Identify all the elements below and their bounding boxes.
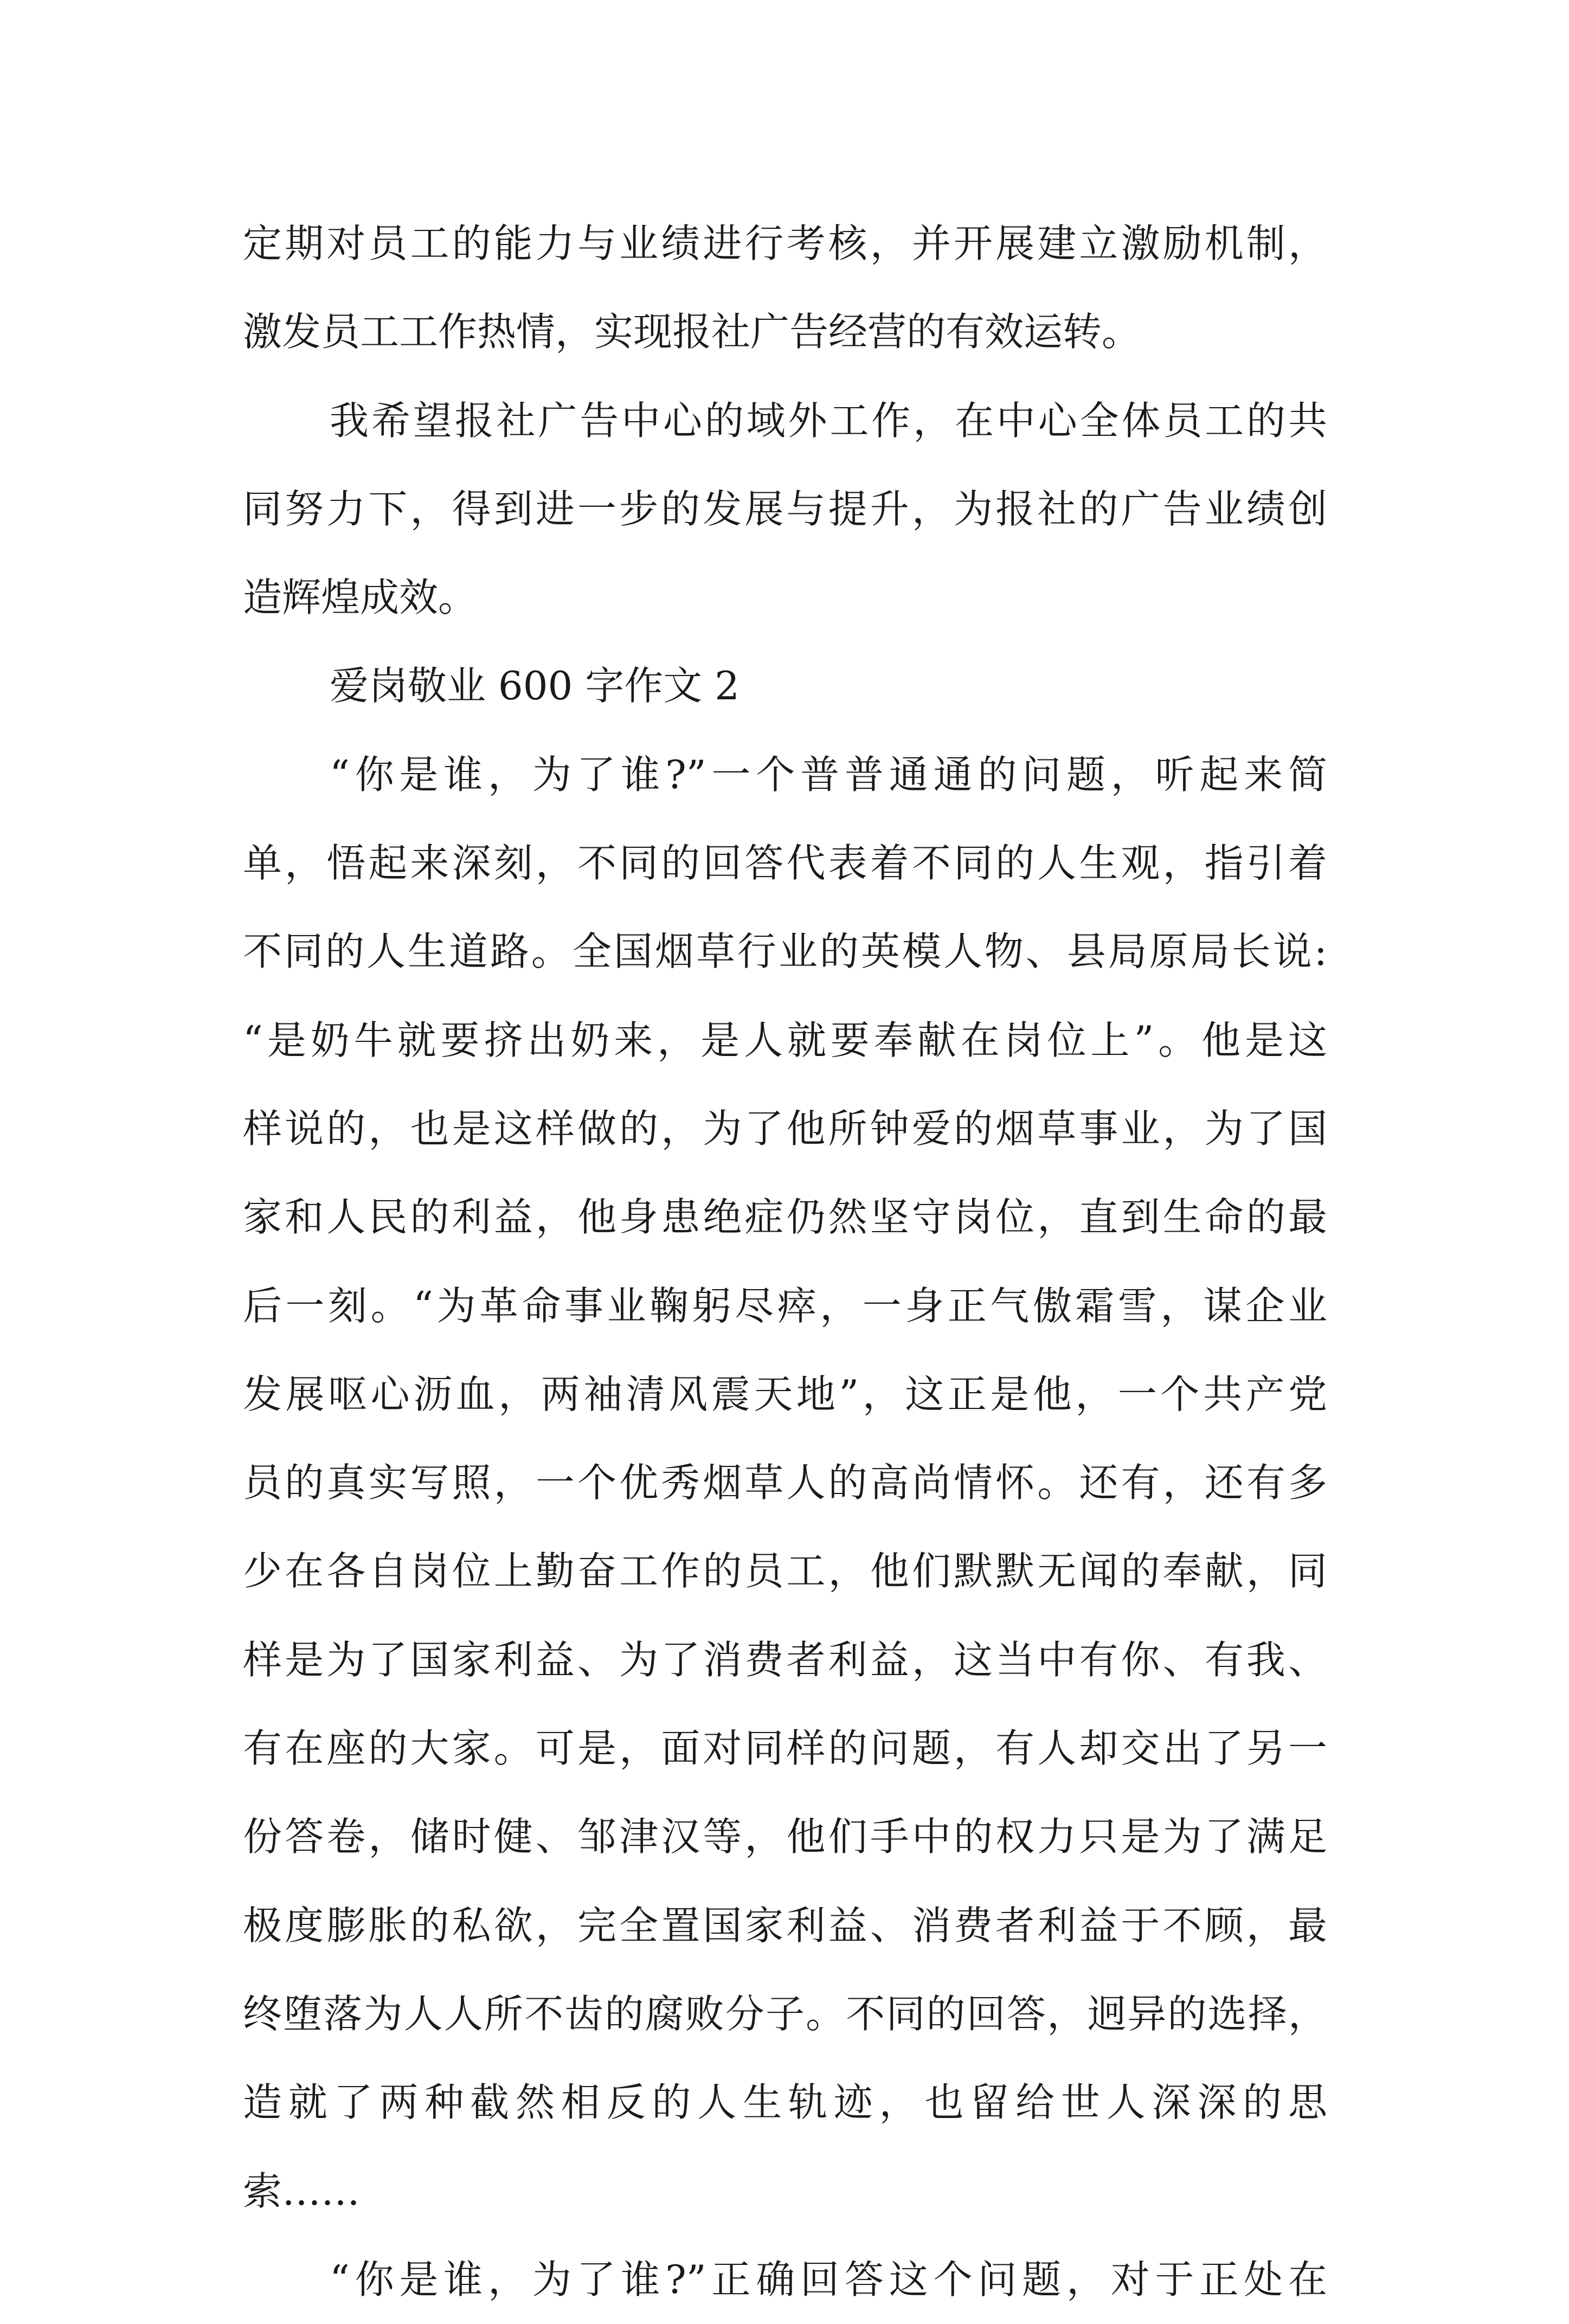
paragraph-line: 有在座的大家。可是，面对同样的问题，有人却交出了另一 bbox=[243, 1726, 1327, 1772]
paragraph-line: 样说的，也是这样做的，为了他所钟爱的烟草事业，为了国 bbox=[243, 1105, 1327, 1151]
paragraph-line: 份答卷，储时健、邹津汉等，他们手中的权力只是为了满足 bbox=[243, 1814, 1327, 1860]
paragraph-line: 定期对员工的能力与业绩进行考核，并开展建立激励机制， bbox=[243, 221, 1327, 266]
paragraph-line: 员的真实写照，一个优秀烟草人的高尚情怀。还有，还有多 bbox=[243, 1460, 1327, 1506]
document-body bbox=[243, 199, 1327, 2324]
paragraph-line: 造辉煌成效。 bbox=[243, 575, 478, 621]
paragraph-line: 少在各自岗位上勤奋工作的员工，他们默默无闻的奉献，同 bbox=[243, 1548, 1327, 1594]
paragraph-line: 极度膨胀的私欲，完全置国家利益、消费者利益于不顾，最 bbox=[243, 1902, 1327, 1948]
paragraph-line: “你是谁，为了谁?”正确回答这个问题，对于正处在 bbox=[330, 2256, 1327, 2302]
paragraph-line: 发展呕心沥血，两袖清风震天地”，这正是他，一个共产党 bbox=[243, 1371, 1327, 1417]
paragraph-line: 终堕落为人人所不齿的腐败分子。不同的回答，迥异的选择， bbox=[243, 1991, 1327, 2037]
paragraph-line: 索…… bbox=[243, 2168, 361, 2214]
paragraph-line: 我希望报社广告中心的域外工作，在中心全体员工的共 bbox=[330, 397, 1327, 443]
paragraph-line: 后一刻。“为革命事业鞠躬尽瘁，一身正气傲霜雪，谋企业 bbox=[243, 1283, 1327, 1329]
paragraph-line: 不同的人生道路。全国烟草行业的英模人物、县局原局长说: bbox=[243, 929, 1327, 975]
paragraph-line: 单，悟起来深刻，不同的回答代表着不同的人生观，指引着 bbox=[243, 840, 1327, 886]
paragraph-line: 样是为了国家利益、为了消费者利益，这当中有你、有我、 bbox=[243, 1637, 1327, 1683]
paragraph-line: 家和人民的利益，他身患绝症仍然坚守岗位，直到生命的最 bbox=[243, 1194, 1327, 1240]
paragraph-line: “你是谁，为了谁?”一个普普通通的问题，听起来简 bbox=[330, 751, 1327, 797]
section-heading: 爱岗敬业 600 字作文 2 bbox=[330, 663, 740, 709]
paragraph-line: 激发员工工作热情，实现报社广告经营的有效运转。 bbox=[243, 309, 1141, 355]
paragraph-line: “是奶牛就要挤出奶来，是人就要奉献在岗位上”。他是这 bbox=[243, 1017, 1327, 1063]
paragraph-line: 同努力下，得到进一步的发展与提升，为报社的广告业绩创 bbox=[243, 486, 1327, 532]
paragraph-line: 造就了两种截然相反的人生轨迹，也留给世人深深的思 bbox=[243, 2080, 1327, 2126]
